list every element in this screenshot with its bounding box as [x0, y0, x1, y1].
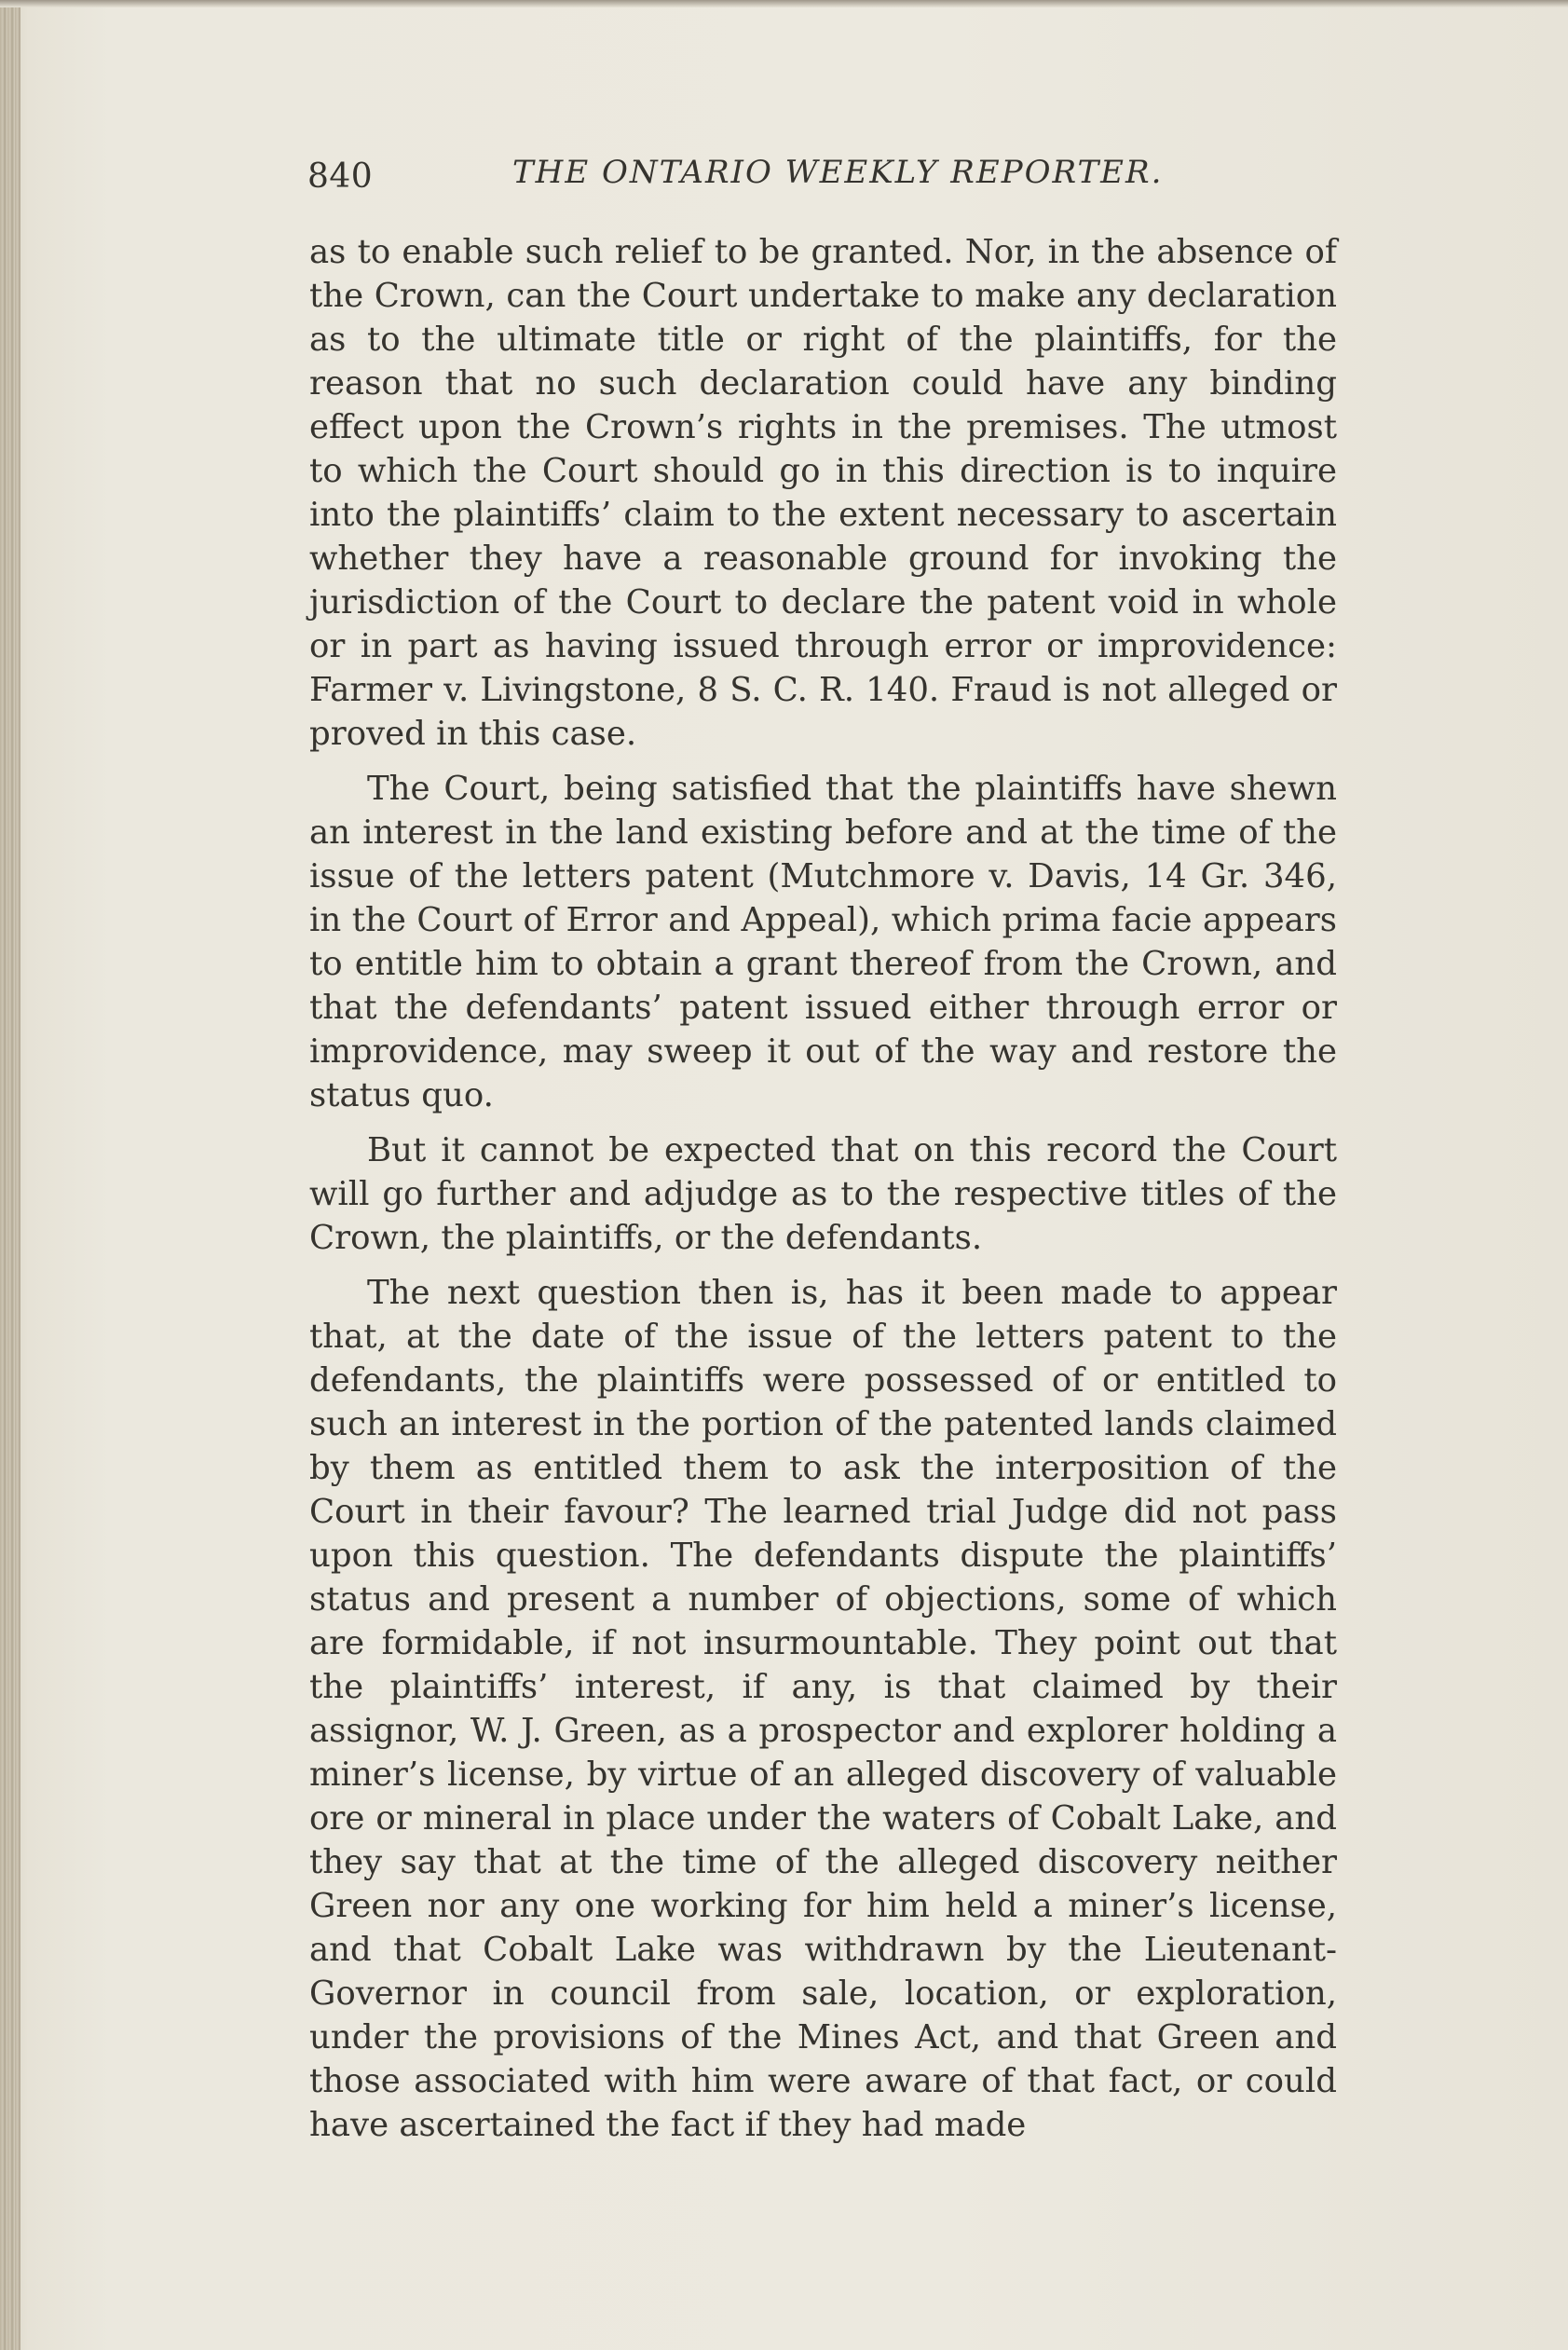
paragraph-3: But it cannot be expected that on this record the Court will go further and adjudge as to the respective titles of the Crown, the plaintiffs, or the defendants. — [309, 1131, 1337, 1257]
paragraph-2: The Court, being satisfied that the plaintiffs have shewn an interest in the land existing before and at the time of the issue of the letters patent (Mutchmore v. Davis, 14 Gr. 346, in the Court of Error and Appeal), which prima facie appears to entitle him to obtain a grant thereof from the Crown, and that the defendants’ patent issued either through error or improvidence, may sweep it out of the way and restore the status quo. — [309, 770, 1337, 1114]
page-top-edge — [0, 0, 1568, 7]
page-number: 840 — [307, 157, 374, 196]
paragraph-1: as to enable such relief to be granted. Nor, in the absence of the Crown, can the Court undertake to make any declaration as to the ultimate title or right of the plaintiffs, for the reason that no such declaration could have any binding effect upon the Crown’s rights in the premises. The utmost to which the Court should go in this direction is to inquire into the plaintiffs’ claim to the extent necessary to ascertain whether they have a reasonable ground for invoking the jurisdiction of the Court to declare the patent void in whole or in part as having issued through error or improvidence: Farmer v. Livingstone, 8 S. C. R. 140. Fraud is not alleged or proved in this case. — [309, 233, 1337, 753]
paragraph-4: The next question then is, has it been made to appear that, at the date of the issue of the letters patent to the defendants, the plaintiffs were possessed of or entitled to such an interest in the portion of the patented lands claimed by them as entitled them to ask the interposition of the Court in their favour? The learned trial Judge did not pass upon this question. The defendants dispute the plaintiffs’ status and present a number of objections, some of which are formidable, if not insurmountable. They point out that the plaintiffs’ interest, if any, is that claimed by their assignor, W. J. Green, as a prospector and explorer holding a miner’s license, by virtue of an alleged discovery of valuable ore or mineral in place under the waters of Cobalt Lake, and they say that at the time of the alleged discovery neither Green nor any one working for him held a miner’s license, and that Cobalt Lake was withdrawn by the Lieutenant-Governor in council from sale, location, or exploration, under the provisions of the Mines Act, and that Green and those associated with him were aware of that fact, or could have ascertained the fact if they had made — [309, 1274, 1337, 2144]
running-head: THE ONTARIO WEEKLY REPORTER. — [512, 154, 1164, 191]
book-binding — [0, 0, 20, 2350]
page-header — [307, 154, 1337, 200]
body-text — [309, 230, 1337, 2147]
